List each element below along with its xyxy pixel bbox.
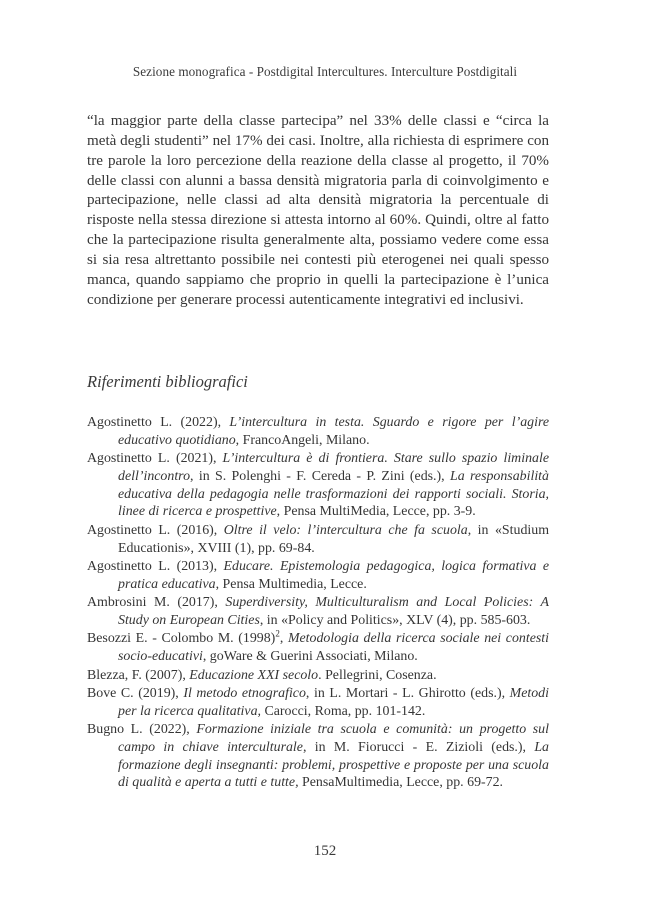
page-number: 152 <box>313 843 337 859</box>
body-paragraph: “la maggior parte della classe partecipa” nel 33% delle classi e “circa la metà degli studenti” nel 17% dei casi. Inoltre, alla richiesta di esprimere con tre parole la loro percezione della reazione della classe al progetto, il 70% delle classi con alunni a bassa densità migratoria parla di coinvolgimento e partecipazione, nelle classi ad alta densità migratoria la percentuale di risposte nella stessa direzione si attesta intorno al 60%. Quindi, oltre al fatto che la partecipazione risulta generalmente alta, possiamo vedere come essa si sia resa altrettanto possibile nei contesti più eterogenei nei quali spesso manca, quando sappiamo che proprio in quelli la partecipazione è l’unica condizione per generare processi autenticamente integrativi ed inclusivi. <box>87 113 549 308</box>
reference-item: Bugno L. (2022), Formazione iniziale tra scuola e comunità: un progetto sul campo in chiave interculturale, in M. Fiorucci - E. Zizioli (eds.), La formazione degli insegnanti: problemi, prospettive e proposte per una scuola di qualità e aperta a tutti e tutte, PensaMultimedia, Lecce, pp. 69-72. <box>87 722 549 791</box>
reference-item: Ambrosini M. (2017), Superdiversity, Multiculturalism and Local Policies: A Study on European Cities, in «Policy and Politics», XLV (4), pp. 585-603. <box>87 595 549 628</box>
reference-item: Agostinetto L. (2013), Educare. Epistemologia pedagogica, logica formativa e pratica educativa, Pensa Multimedia, Lecce. <box>87 559 550 592</box>
reference-item: Agostinetto L. (2022), L’intercultura in testa. Sguardo e rigore per l’agire educativo quotidiano, FrancoAngeli, Milano. <box>87 415 549 448</box>
reference-item: Bove C. (2019), Il metodo etnografico, in L. Mortari - L. Ghirotto (eds.), Metodi per la ricerca qualitativa, Carocci, Roma, pp. 101-142. <box>87 686 549 719</box>
section-heading: Riferimenti bibliografici <box>87 372 248 391</box>
reference-item: Agostinetto L. (2016), Oltre il velo: l’intercultura che fa scuola, in «Studium Educationis», XVIII (1), pp. 69-84. <box>87 522 549 556</box>
reference-list <box>87 414 549 793</box>
running-head: Sezione monografica - Postdigital Intercultures. Interculture Postdigitali <box>132 64 518 79</box>
reference-item: Besozzi E. - Colombo M. $(1998)^2$, Metodologia della ricerca sociale nei contesti socio-educativi, goWare & Guerini Associati, Milano. <box>87 628 550 665</box>
reference-item: Agostinetto L. (2021), L’intercultura è di frontiera. Stare sullo spazio liminale dell’incontro, in S. Polenghi - F. Cereda - P. Zini (eds.), La responsabilità educativa della pedagogia nelle trasformazioni dei rapporti sociali. Storia, linee di ricerca e prospettive, Pensa MultiMedia, Lecce, pp. 3-9. <box>87 451 549 520</box>
reference-item: Blezza, F. (2007), Educazione XXI secolo. Pellegrini, Cosenza. <box>87 667 437 683</box>
